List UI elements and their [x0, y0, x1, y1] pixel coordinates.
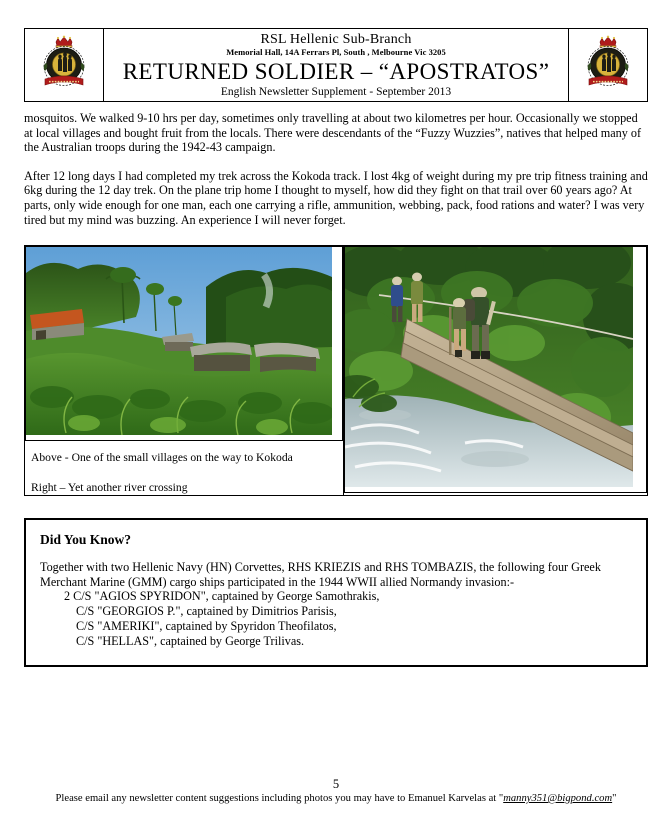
- list-item: C/S "GEORGIOS P.", captained by Dimitrios Parisis,: [76, 604, 337, 619]
- village-photo: [25, 246, 343, 441]
- footer-note: [24, 792, 648, 806]
- ship-list: [40, 589, 632, 649]
- river-crossing-photo: [344, 246, 647, 493]
- did-you-know-box: [24, 518, 648, 667]
- page-footer: [24, 776, 648, 806]
- list-item: C/S "AMERIKI", captained by Spyridon Theofilatos,: [76, 619, 337, 634]
- masthead-badge-right-cell: [569, 29, 648, 102]
- rsl-badge-icon: [580, 35, 636, 95]
- masthead-title-cell: [104, 29, 569, 102]
- article-body: [24, 111, 648, 227]
- page-subtitle: English Newsletter Supplement - September 2013: [220, 85, 452, 98]
- organisation-name: RSL Hellenic Sub-Branch: [260, 31, 412, 47]
- masthead-badge-left-cell: [25, 29, 104, 102]
- rsl-badge-icon: [36, 35, 92, 95]
- did-you-know-intro: Together with two Hellenic Navy (HN) Corvettes, RHS KRIEZIS and RHS TOMBAZIS, the following four Greek Merchant Marine (GMM) cargo ships participated in the 1944 WWII allied Normandy invasion:-: [40, 560, 601, 589]
- masthead-table: [24, 28, 648, 102]
- photo-table: [24, 245, 648, 496]
- page-number: 5: [332, 777, 340, 791]
- photo-caption-right: Right – Yet another river crossing: [31, 481, 188, 495]
- email-link[interactable]: manny351@bigpond.com: [503, 793, 613, 804]
- list-item: C/S "HELLAS", captained by George Trilivas.: [76, 634, 305, 649]
- newsletter-page: [0, 28, 672, 820]
- footer-note-text: Please email any newsletter content suggestions including photos you may have to Emanuel Karvelas at ": [55, 793, 504, 804]
- list-item: 2 C/S "AGIOS SPYRIDON", captained by George Samothrakis,: [64, 589, 380, 604]
- organisation-address: Memorial Hall, 14A Ferrars Pl, South , Melbourne Vic 3205: [226, 46, 446, 57]
- did-you-know-title: Did You Know?: [40, 532, 132, 548]
- photo-left-cell: [25, 246, 344, 496]
- article-paragraph-1: mosquitos. We walked 9-10 hrs per day, sometimes only travelling at about two kilometres per hour. Occasionally we stopped at local villages and bought fruit from the locals. There were descendants of the “Fuzzy Wuzzies”, natives that helped many of the Australian troops during the 1942-43 campaign.: [24, 111, 642, 155]
- footer-note-suffix: ": [612, 793, 617, 804]
- photo-right-cell: [344, 246, 648, 496]
- page-title: RETURNED SOLDIER – “APOSTRATOS”: [122, 58, 550, 84]
- photo-caption-above: Above - One of the small villages on the way to Kokoda: [31, 451, 293, 465]
- article-paragraph-2: After 12 long days I had completed my trek across the Kokoda track. I lost 4kg of weight during my pre trip fitness training and 6kg during the 12 day trek. On the plane trip home I thought to myself, how did they fight on that trail over 60 years ago? At parts, only wide enough for one man, each one carrying a rifle, ammunition, webbing, pack, food rations and water? I was very tired but my mind was buzzing. An experience I will never forget.: [24, 168, 648, 227]
